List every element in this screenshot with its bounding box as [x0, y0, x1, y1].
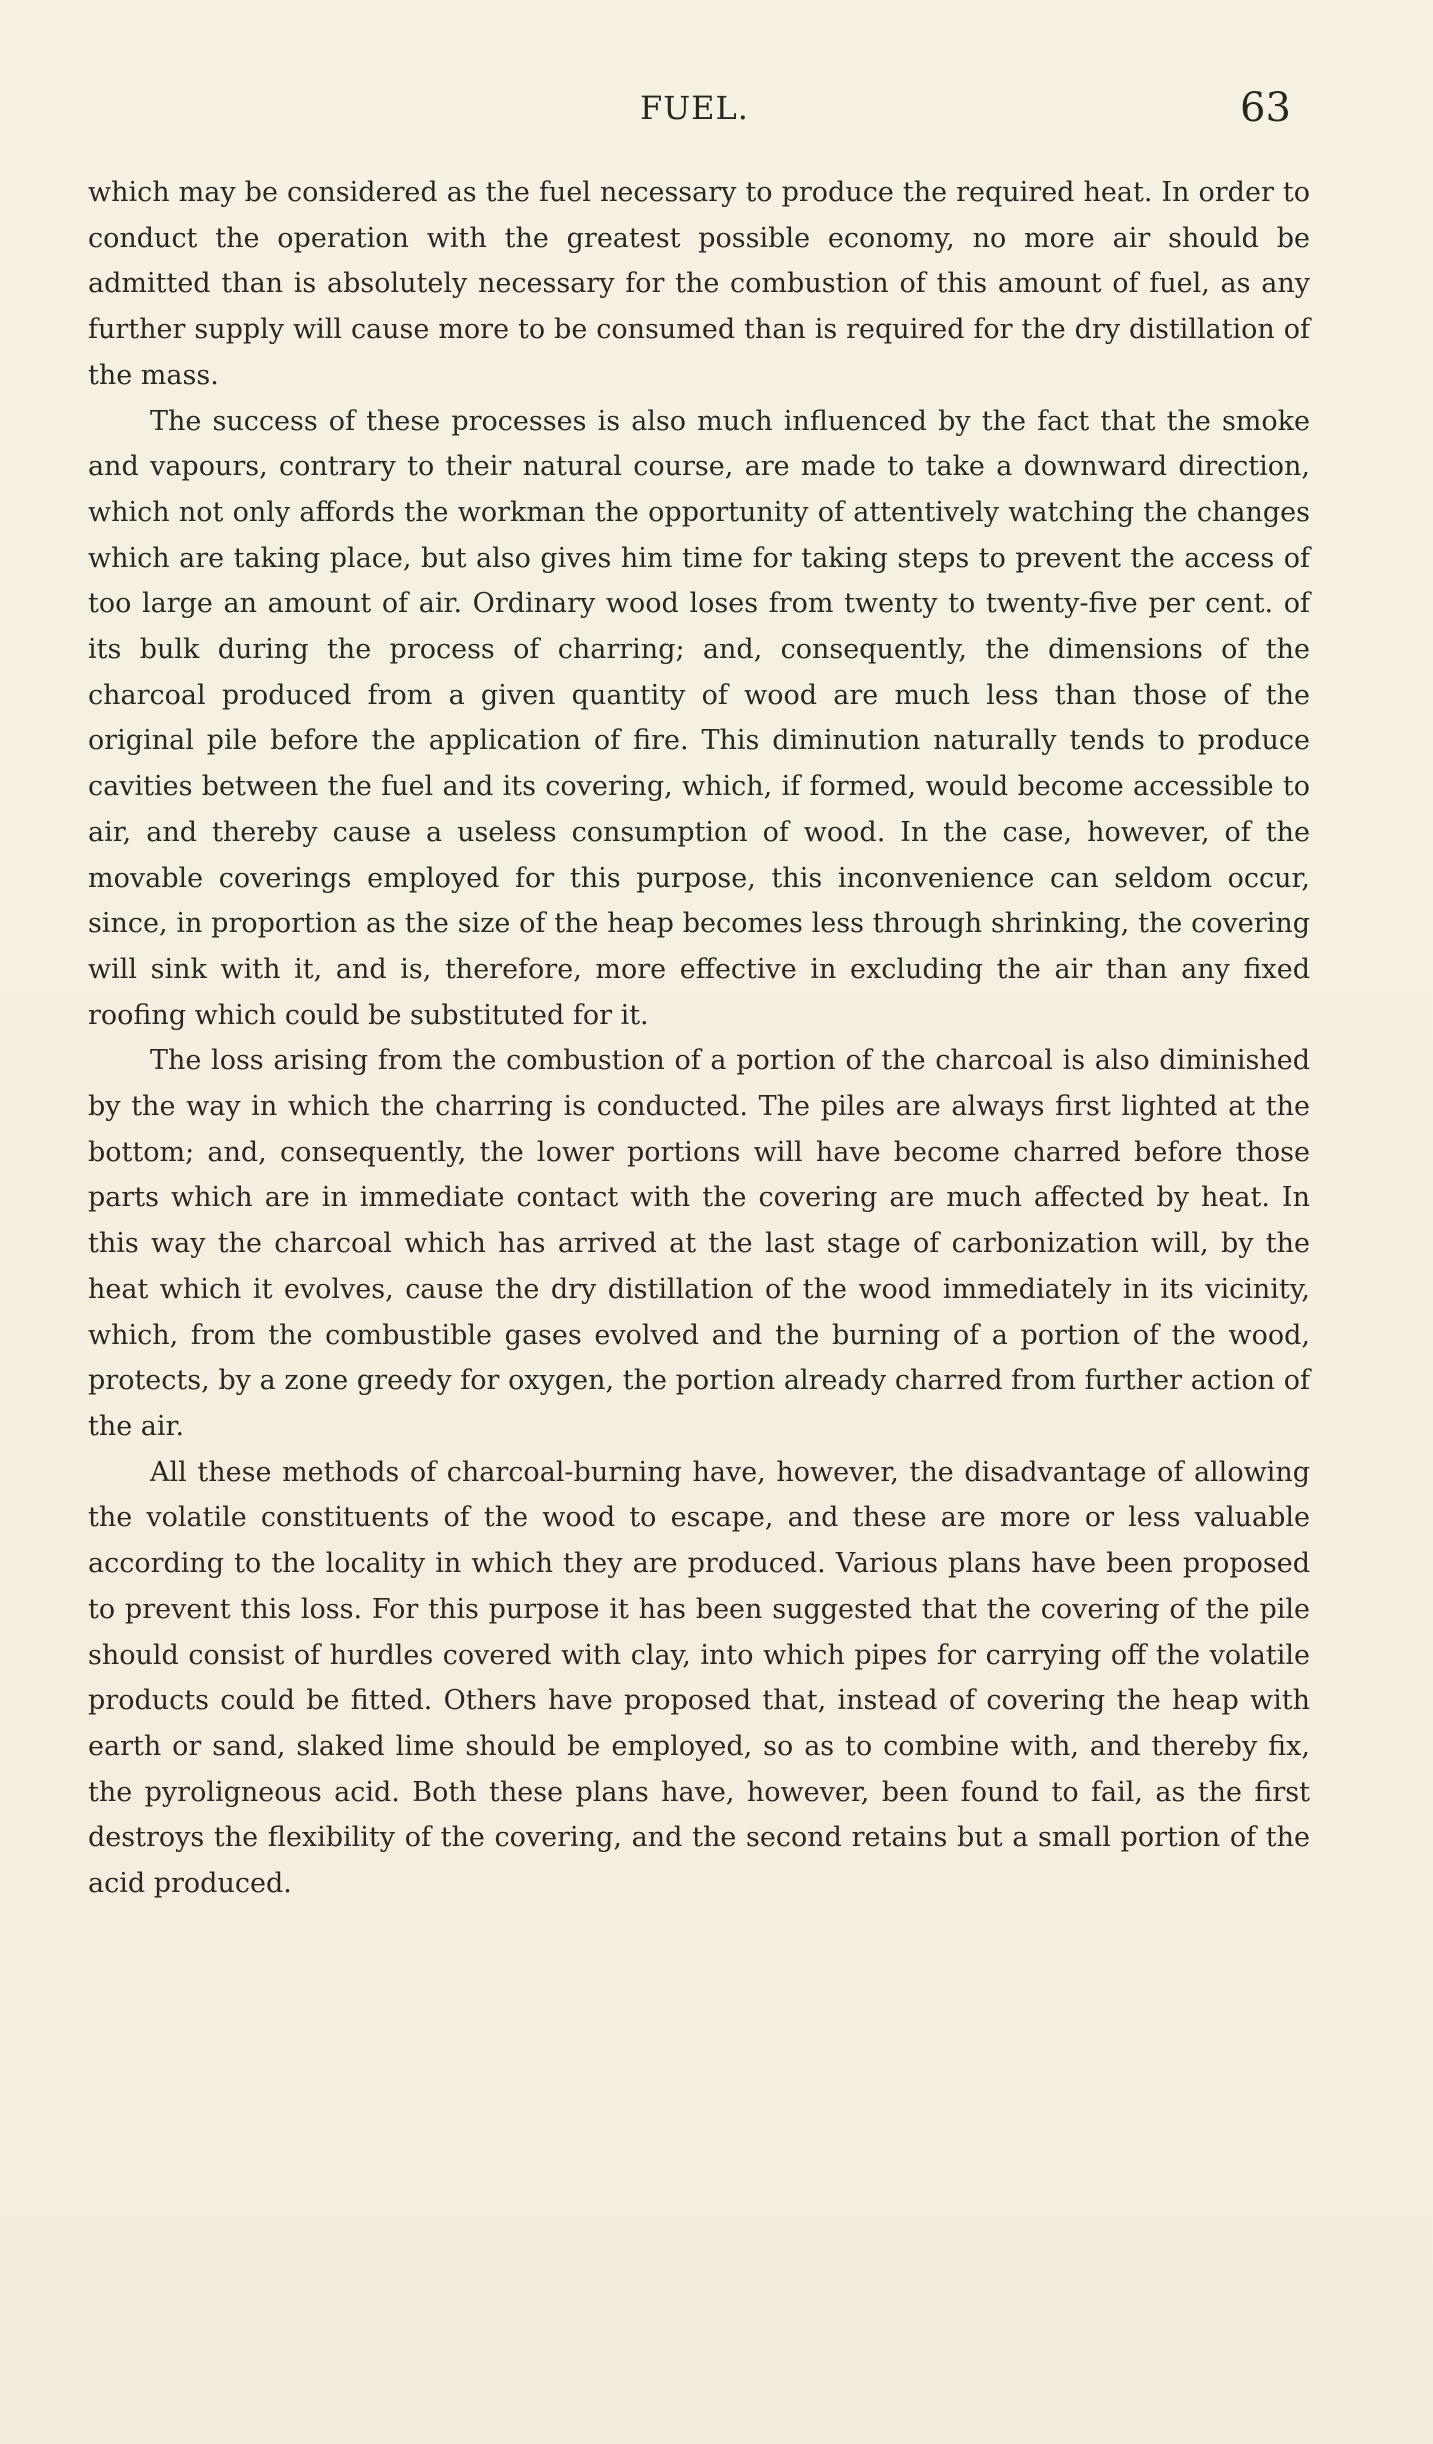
paragraph-1: which may be considered as the fuel necessary to produce the required heat. In order to conduct the operation with the greatest possible economy, no more air should be admitted than is absolutely necessary for the combustion of this amount of fuel, as any further supply will cause more to be consumed than is required for the dry distillation of the mass. [88, 177, 1310, 391]
body-text [88, 170, 1310, 1907]
paragraph-4: All these methods of charcoal-burning have, however, the disadvantage of allowing the volatile constituents of the wood to escape, and these are more or less valuable according to the locality in which they are produced. Various plans have been proposed to prevent this loss. For this purpose it has been suggested that the covering of the pile should consist of hurdles covered with clay, into which pipes for carrying off the volatile products could be fitted. Others have proposed that, instead of covering the heap with earth or sand, slaked lime should be employed, so as to combine with, and thereby fix, the pyroligneous acid. Both these plans have, however, been found to fail, as the first destroys the flexibility of the covering, and the second retains but a small portion of the acid produced. [88, 1456, 1310, 1900]
page-number: 63 [1240, 85, 1291, 131]
running-title: FUEL. [640, 89, 749, 127]
paragraph-3: The loss arising from the combustion of a portion of the charcoal is also diminished by the way in which the charring is conducted. The piles are always first lighted at the bottom; and, consequently, the lower portions will have become charred before those parts which are in immediate contact with the covering are much affected by heat. In this way the charcoal which has arrived at the last stage of carbonization will, by the heat which it evolves, cause the dry distillation of the wood immediately in its vicinity, which, from the combustible gases evolved and the burning of a portion of the wood, protects, by a zone greedy for oxygen, the portion already charred from further action of the air. [88, 1045, 1310, 1442]
paragraph-2: The success of these processes is also much influenced by the fact that the smoke and vapours, contrary to their natural course, are made to take a downward direction, which not only affords the workman the opportunity of attentively watching the changes which are taking place, but also gives him time for taking steps to prevent the access of too large an amount of air. Ordinary wood loses from twenty to twenty-five per cent. of its bulk during the process of charring; and, consequently, the dimensions of the charcoal produced from a given quantity of wood are much less than those of the original pile before the application of fire. This diminution naturally tends to produce cavities between the fuel and its covering, which, if formed, would become accessible to air, and thereby cause a useless consumption of wood. In the case, however, of the movable coverings employed for this purpose, this inconvenience can seldom occur, since, in proportion as the size of the heap becomes less through shrinking, the covering will sink with it, and is, therefore, more effective in excluding the air than any fixed roofing which could be substituted for it. [88, 405, 1310, 1031]
page-header [0, 85, 1433, 138]
